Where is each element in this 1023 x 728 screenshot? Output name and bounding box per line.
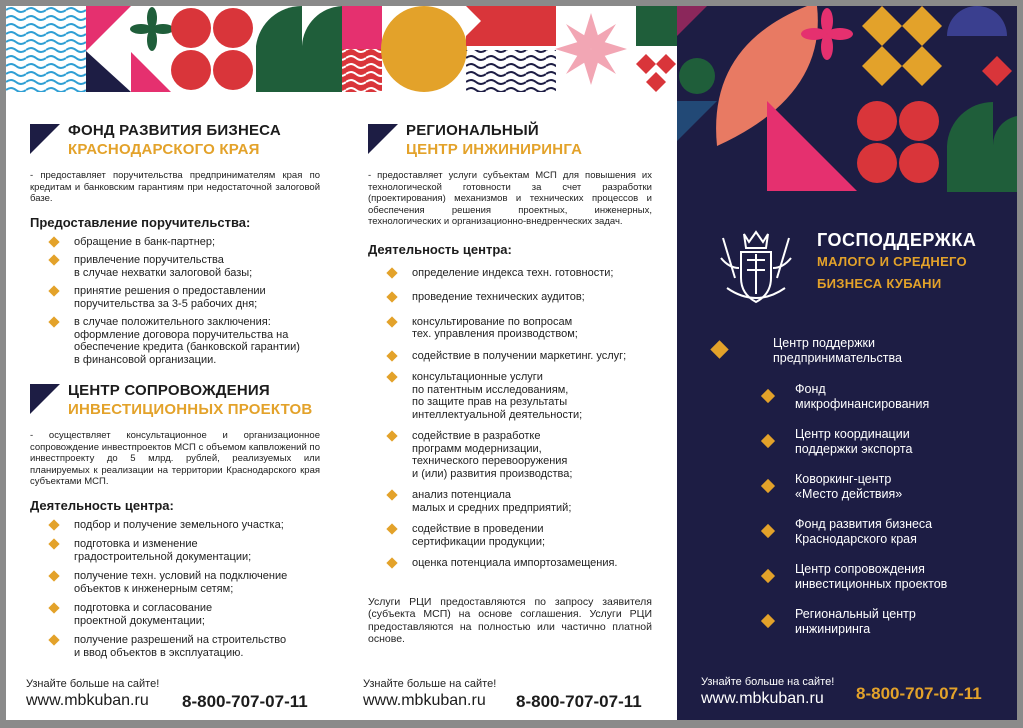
diamond-bullet-icon: [386, 430, 397, 441]
list-item-line: малых и средних предприятий;: [412, 501, 572, 514]
diamond-bullet-icon: [48, 316, 59, 327]
engineering-heading: [368, 120, 652, 164]
list-item-line: в финансовой организации.: [74, 353, 217, 366]
diamond-bullet-icon: [386, 316, 397, 327]
list-item-line: поддержки экспорта: [795, 442, 913, 456]
list-item-line: подготовка и согласование: [74, 602, 213, 614]
list-item-line: инжиниринга: [795, 622, 871, 636]
list-item-line: Коворкинг-центр: [795, 472, 892, 486]
list-item-line: интеллектуальной деятельности;: [412, 408, 583, 421]
list-item-line: предпринимательства: [773, 351, 902, 365]
list-item-line: оценка потенциала импортозамещения.: [412, 557, 618, 569]
list-item: [765, 562, 985, 592]
list-item-line: содействие в получении маркетинг. услуг;: [412, 349, 627, 362]
site-link[interactable]: www.mbkuban.ru: [363, 692, 486, 709]
invest-heading: [30, 380, 320, 424]
list-item: [30, 602, 320, 627]
engineering-title: РЕГИОНАЛЬНЫЙ: [406, 122, 539, 139]
diamond-bullet-icon: [386, 291, 397, 302]
list-item-line: градостроительной документации;: [74, 550, 252, 563]
engineering-subheading: Деятельность центра:: [368, 241, 512, 257]
list-item-line: объектов к инженерным сетям;: [74, 582, 234, 595]
list-item-line: Краснодарского края: [795, 532, 917, 546]
diamond-bullet-icon: [48, 602, 59, 613]
heading-triangle: [30, 124, 60, 154]
list-item-line: сертификации продукции;: [412, 535, 546, 548]
right-footer: [701, 676, 1001, 708]
diamond-bullet-icon: [386, 350, 397, 361]
phone-number[interactable]: 8-800-707-07-11: [516, 692, 642, 711]
invest-list: [30, 519, 320, 660]
engineering-list: [368, 267, 652, 570]
heading-triangle: [368, 124, 398, 154]
middle-footer: [363, 678, 663, 710]
learn-more-text: Узнайте больше на сайте!: [701, 676, 835, 688]
list-item-line: Региональный центр: [795, 607, 916, 621]
engineering-note: Услуги РЦИ предоставляются по запросу заявителя (субъекта МСП) на основе соглашения. Услуги РЦИ предоставляются на полностью или частично платной основе.: [368, 595, 652, 645]
list-item: [765, 382, 985, 412]
list-item: [765, 517, 985, 547]
list-item-line: подготовка и изменение: [74, 538, 198, 550]
list-item-line: и ввод объектов в эксплуатацию.: [74, 646, 244, 659]
list-item-line: анализ потенциала: [412, 489, 512, 501]
list-item-line: и (или) развития производства;: [412, 467, 573, 480]
invest-subheading: Деятельность центра:: [30, 497, 174, 513]
right-panel: [677, 6, 1017, 720]
list-item-line: Центр координации: [795, 427, 910, 441]
list-item-line: Фонд развития бизнеса: [795, 517, 933, 531]
list-item: [30, 316, 320, 366]
list-item-line: в случае положительного заключения:: [74, 316, 271, 328]
list-item-line: получение разрешений на строительство: [74, 634, 287, 646]
list-item: [30, 538, 320, 563]
engineering-description: - предоставляет услуги субъектам МСП для повышения их технологической готовности за счет разработки (проектирования) механизмов и технических процессов и обеспечения решения проектных, инженерных, технологических и организационно-внедренческих задач.: [368, 170, 652, 227]
list-item: [368, 316, 652, 341]
phone-number[interactable]: 8-800-707-07-11: [856, 684, 982, 703]
heading-triangle: [30, 384, 60, 414]
list-item: [368, 371, 652, 421]
list-item-line: технического перевооружения: [412, 455, 568, 467]
list-item: [30, 285, 320, 310]
list-item: [368, 291, 652, 304]
site-link[interactable]: www.mbkuban.ru: [26, 692, 149, 709]
list-item-line: определение индекса техн. готовности;: [412, 266, 614, 279]
diamond-bullet-icon: [48, 538, 59, 549]
phone-number[interactable]: 8-800-707-07-11: [182, 692, 308, 711]
list-item: [30, 254, 320, 279]
list-item-line: консультационные услуги: [412, 371, 543, 383]
left-column: [30, 92, 320, 659]
list-item-line: инвестиционных проектов: [795, 577, 948, 591]
diamond-bullet-icon: [48, 570, 59, 581]
list-item-line: проектной документации;: [74, 614, 205, 627]
list-item-line: поручительства за 3-5 рабочих дня;: [74, 297, 258, 310]
site-link[interactable]: www.mbkuban.ru: [701, 690, 824, 707]
list-item-line: по защите прав на результаты: [412, 396, 568, 408]
list-item-line: консультирование по вопросам: [412, 315, 573, 328]
brochure-sheet: [6, 6, 1017, 720]
coat-of-arms-icon: [719, 228, 793, 308]
list-item-line: подбор и получение земельного участка;: [74, 518, 284, 531]
brand-subtitle-2: БИЗНЕСА КУБАНИ: [817, 276, 942, 291]
diamond-bullet-icon: [386, 557, 397, 568]
fund-subheading: Предоставление поручительства:: [30, 214, 251, 230]
diamond-bullet-icon: [710, 340, 728, 358]
fund-title-accent: КРАСНОДАРСКОГО КРАЯ: [68, 141, 260, 158]
left-footer: [26, 678, 336, 710]
list-item-line: проведение технических аудитов;: [412, 291, 585, 303]
invest-title: ЦЕНТР СОПРОВОЖДЕНИЯ: [68, 382, 270, 399]
list-item-line: содействие в проведении: [412, 523, 544, 535]
ornament-banner: [6, 6, 677, 92]
diamond-bullet-icon: [48, 519, 59, 530]
list-item-line: получение техн. условий на подключение: [74, 570, 288, 582]
list-item: [368, 350, 652, 363]
diamond-bullet-icon: [386, 523, 397, 534]
list-item-line: по патентным исследованиям,: [412, 383, 569, 396]
learn-more-text: Узнайте больше на сайте!: [363, 678, 497, 690]
list-item-line: Центр поддержки: [773, 336, 876, 350]
list-item: [368, 489, 652, 514]
list-item-line: обращение в банк-партнер;: [74, 235, 216, 248]
list-item: [368, 430, 652, 480]
diamond-bullet-icon: [386, 371, 397, 382]
list-item-line: «Место действия»: [795, 487, 903, 501]
list-item: [30, 519, 320, 532]
list-item-line: привлечение поручительства: [74, 254, 224, 266]
brand-subtitle-1: МАЛОГО И СРЕДНЕГО: [817, 254, 967, 269]
diamond-bullet-icon: [48, 254, 59, 265]
invest-title-accent: ИНВЕСТИЦИОННЫХ ПРОЕКТОВ: [68, 401, 313, 418]
list-item-line: микрофинансирования: [795, 397, 930, 411]
fund-title: ФОНД РАЗВИТИЯ БИЗНЕСА: [68, 122, 281, 139]
list-item: [30, 634, 320, 659]
list-item-line: Центр сопровождения: [795, 562, 925, 576]
diamond-bullet-icon: [48, 634, 59, 645]
brand-title: ГОСПОДДЕРЖКА: [817, 230, 977, 250]
list-item: [368, 557, 652, 570]
list-item: [30, 570, 320, 595]
list-item: [739, 336, 979, 366]
list-item-line: принятие решения о предоставлении: [74, 285, 266, 297]
diamond-bullet-icon: [48, 285, 59, 296]
list-item-line: тех. управления производством;: [412, 328, 578, 340]
list-item: [765, 472, 985, 502]
diamond-bullet-icon: [386, 489, 397, 500]
invest-description: - осуществляет консультационное и организационное сопровождение инвестпроектов МСП с объемом капвложений по инвестпроекту до 5 млрд. рублей, реализуемых или планируемых к реализации на территории Краснодарского края субъектами МСП.: [30, 430, 320, 487]
list-item-line: обеспечение кредита (банковской гарантии): [74, 341, 300, 353]
middle-column: [368, 92, 652, 646]
diamond-bullet-icon: [48, 236, 59, 247]
learn-more-text: Узнайте больше на сайте!: [26, 678, 160, 690]
fund-list: [30, 236, 320, 367]
list-item-line: оформление договора поручительства на: [74, 328, 289, 341]
engineering-title-accent: ЦЕНТР ИНЖИНИРИНГА: [406, 141, 583, 158]
diamond-bullet-icon: [386, 267, 397, 278]
right-ornament: [677, 6, 1017, 196]
list-item: [765, 607, 985, 637]
fund-description: - предоставляет поручительства предпринимателям края по кредитам и банковским гарантиям при недостаточной залоговой базе.: [30, 170, 320, 204]
list-item-line: Фонд: [795, 382, 826, 396]
list-item: [368, 523, 652, 548]
list-item-line: программ модернизации,: [412, 442, 542, 455]
list-item-line: содействие в разработке: [412, 430, 541, 442]
list-item: [368, 267, 652, 280]
list-item-line: в случае нехватки залоговой базы;: [74, 266, 253, 279]
list-item: [30, 236, 320, 249]
fund-heading: [30, 120, 320, 164]
list-item: [765, 427, 985, 457]
